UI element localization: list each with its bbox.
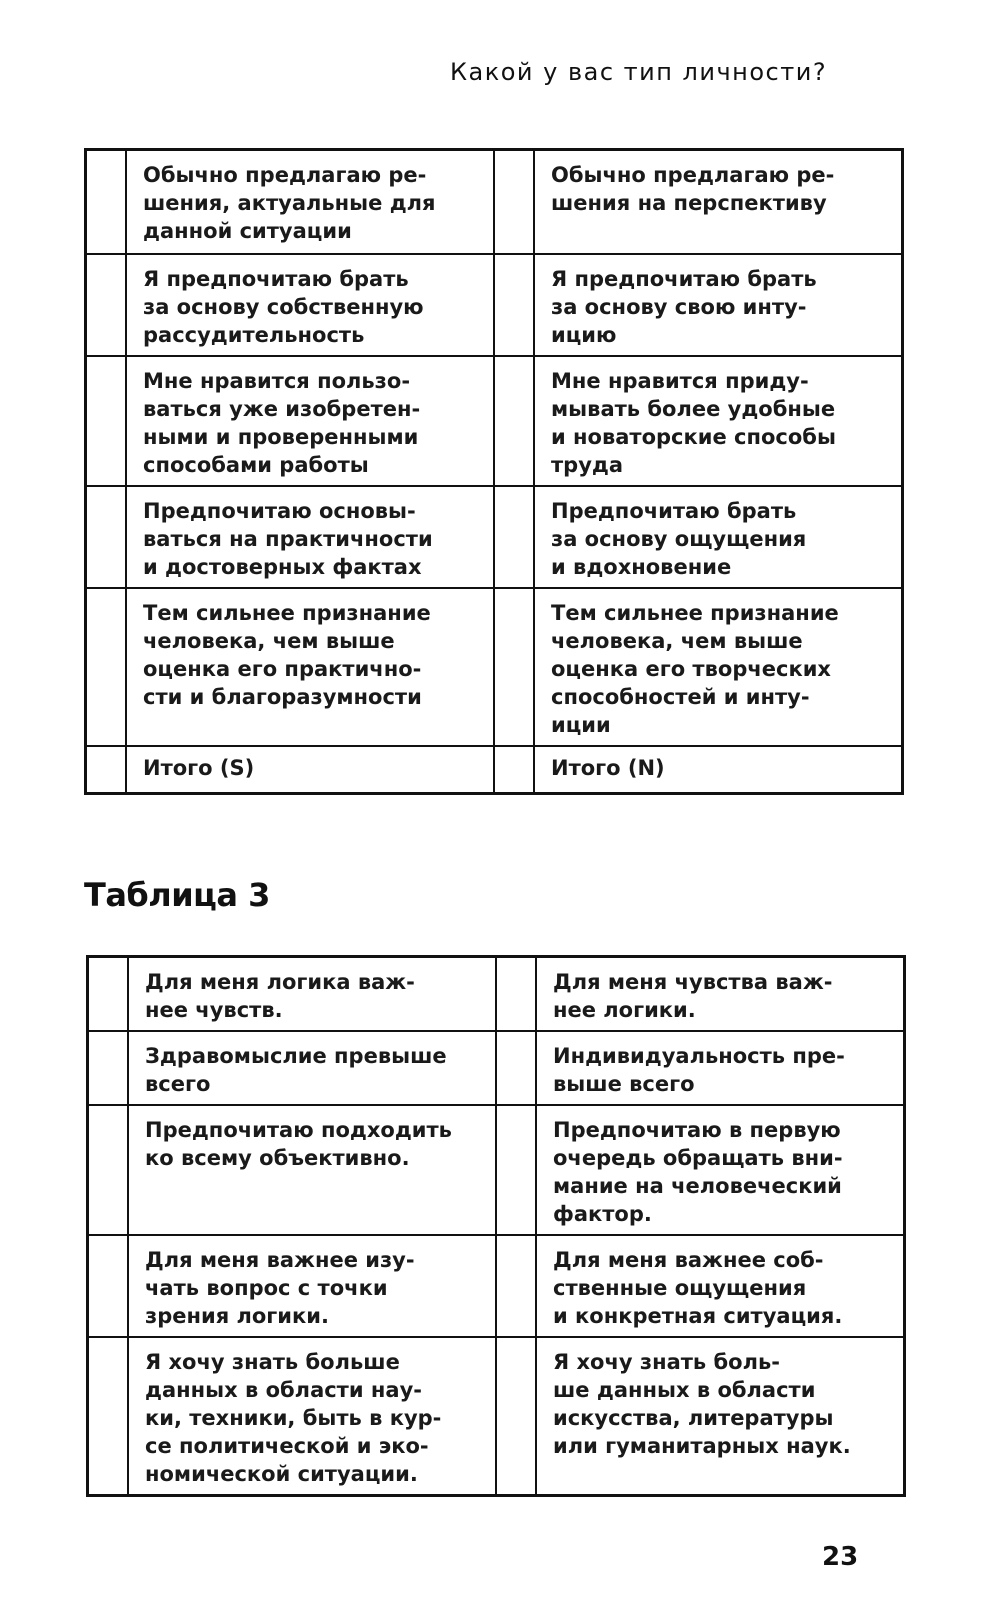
statement-left: Предпочитаю основы- ваться на практичности и достоверных фактах: [126, 486, 494, 588]
checkbox-cell-right[interactable]: [496, 957, 536, 1032]
page-number: 23: [822, 1542, 859, 1572]
table-row: [86, 356, 903, 486]
statement-left: Здравомыслие превыше всего: [128, 1031, 496, 1105]
statement-right: Обычно предлагаю ре- шения на перспективу: [534, 150, 903, 254]
checkbox-cell-right[interactable]: [496, 1105, 536, 1235]
table-row: [86, 150, 903, 254]
statement-right: Предпочитаю брать за основу ощущения и вдохновение: [534, 486, 903, 588]
total-label-s: Итого (S): [126, 746, 494, 794]
checkbox-cell-left[interactable]: [88, 957, 129, 1032]
statement-left: Для меня важнее изу- чать вопрос с точки зрения логики.: [128, 1235, 496, 1337]
table-2-sensing-intuition: [84, 148, 904, 795]
statement-left: Мне нравится пользо- ваться уже изобретен- ными и проверенными способами работы: [126, 356, 494, 486]
checkbox-cell-left[interactable]: [88, 1235, 129, 1337]
total-cell-right[interactable]: [494, 746, 534, 794]
statement-right: Тем сильнее признание человека, чем выше оценка его творческих способностей и инту- иции: [534, 588, 903, 746]
checkbox-cell-left[interactable]: [88, 1031, 129, 1105]
statement-right: Предпочитаю в первую очередь обращать вни- мание на человеческий фактор.: [536, 1105, 905, 1235]
statement-right: Индивидуальность пре- выше всего: [536, 1031, 905, 1105]
statement-left: Тем сильнее признание человека, чем выше оценка его практично- сти и благоразумности: [126, 588, 494, 746]
table-row: [86, 588, 903, 746]
table-row: [86, 486, 903, 588]
statement-left: Обычно предлагаю ре- шения, актуальные для данной ситуации: [126, 150, 494, 254]
statement-right: Для меня чувства важ- нее логики.: [536, 957, 905, 1032]
checkbox-cell-left[interactable]: [86, 486, 127, 588]
total-label-n: Итого (N): [534, 746, 903, 794]
checkbox-cell-right[interactable]: [494, 356, 534, 486]
table-row: [88, 1031, 905, 1105]
table-row: [88, 1337, 905, 1496]
checkbox-cell-left[interactable]: [86, 254, 127, 356]
total-row: [86, 746, 903, 794]
statement-left: Я предпочитаю брать за основу собственную рассудительность: [126, 254, 494, 356]
statement-right: Я предпочитаю брать за основу свою инту- ицию: [534, 254, 903, 356]
statement-left: Для меня логика важ- нее чувств.: [128, 957, 496, 1032]
checkbox-cell-left[interactable]: [88, 1337, 129, 1496]
checkbox-cell-right[interactable]: [494, 486, 534, 588]
checkbox-cell-right[interactable]: [496, 1235, 536, 1337]
checkbox-cell-right[interactable]: [496, 1031, 536, 1105]
table-3-thinking-feeling: [86, 955, 906, 1497]
table-row: [86, 254, 903, 356]
checkbox-cell-right[interactable]: [494, 254, 534, 356]
total-cell-left[interactable]: [86, 746, 127, 794]
checkbox-cell-left[interactable]: [86, 150, 127, 254]
checkbox-cell-left[interactable]: [86, 356, 127, 486]
statement-right: Я хочу знать боль- ше данных в области искусства, литературы или гуманитарных наук.: [536, 1337, 905, 1496]
checkbox-cell-right[interactable]: [494, 588, 534, 746]
statement-left: Я хочу знать больше данных в области нау- ки, техники, быть в кур- се политической и эко- номической ситуации.: [128, 1337, 496, 1496]
checkbox-cell-right[interactable]: [496, 1337, 536, 1496]
statement-right: Для меня важнее соб- ственные ощущения и конкретная ситуация.: [536, 1235, 905, 1337]
table-row: [88, 1105, 905, 1235]
table-row: [88, 957, 905, 1032]
table-3-caption: Таблица 3: [84, 876, 270, 914]
table-row: [88, 1235, 905, 1337]
checkbox-cell-left[interactable]: [88, 1105, 129, 1235]
running-title: Какой у вас тип личности?: [450, 58, 828, 86]
checkbox-cell-right[interactable]: [494, 150, 534, 254]
checkbox-cell-left[interactable]: [86, 588, 127, 746]
statement-right: Мне нравится приду- мывать более удобные и новаторские способы труда: [534, 356, 903, 486]
statement-left: Предпочитаю подходить ко всему объективно.: [128, 1105, 496, 1235]
